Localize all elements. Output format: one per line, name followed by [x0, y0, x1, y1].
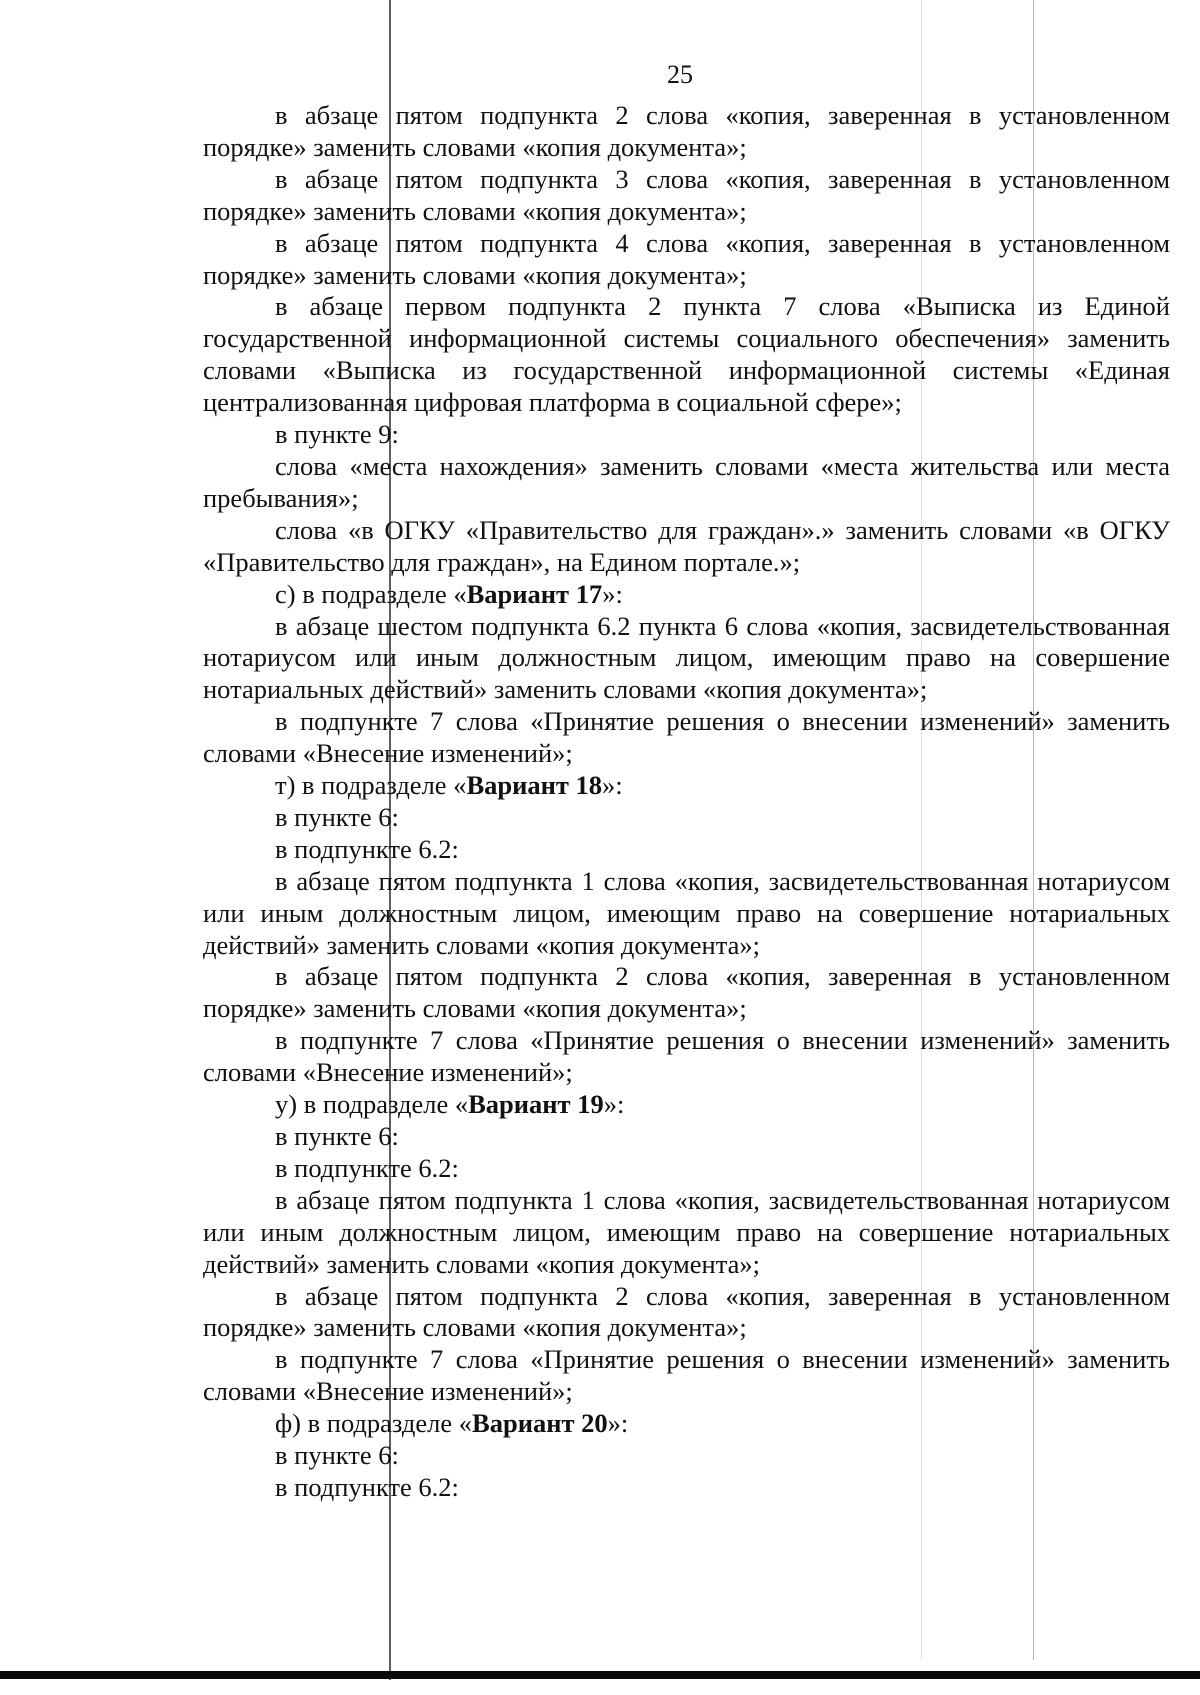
- paragraph: в абзаце пятом подпункта 4 слова «копия, заверенная в установленном порядке» заменить словами «копия документа»;: [203, 227, 1170, 290]
- paragraph: в пункте 6:: [275, 1121, 399, 1151]
- section-heading: т) в подразделе «Вариант 18»:: [275, 770, 623, 801]
- paragraph: в пункте 6:: [275, 801, 399, 832]
- paragraph: в пункте 9:: [275, 419, 399, 450]
- paragraph: в абзаце пятом подпункта 2 слова «копия, заверенная в установленном порядке» заменить словами «копия документа»;: [203, 1280, 1170, 1343]
- paragraph: в подпункте 7 слова «Принятие решения о внесении изменений» заменить словами «Внесение изменений»;: [203, 1344, 1170, 1407]
- paragraph: в абзаце пятом подпункта 2 слова «копия, заверенная в установленном порядке» заменить словами «копия документа»;: [203, 100, 1170, 162]
- page-bottom-border: [0, 1671, 1200, 1679]
- section-heading: у) в подразделе «Вариант 19»:: [275, 1089, 625, 1120]
- paragraph: в подпункте 6.2:: [275, 1152, 459, 1183]
- paragraph: в абзаце пятом подпункта 1 слова «копия, засвидетельствованная нотариусом или иным должностным лицом, имеющим право на совершение нотариальных действий» заменить словами «копия документа»;: [203, 1184, 1170, 1279]
- paragraph: в абзаце пятом подпункта 3 слова «копия, заверенная в установленном порядке» заменить словами «копия документа»;: [203, 163, 1170, 226]
- paragraph: в абзаце первом подпункта 2 пункта 7 слова «Выписка из Единой государственной информационной системы социального обеспечения» заменить словами «Выписка из государственной информационной системы «Единая централизованная цифровая платформа в социальной сфере»;: [203, 291, 1170, 418]
- paragraph: в абзаце пятом подпункта 2 слова «копия, заверенная в установленном порядке» заменить словами «копия документа»;: [203, 961, 1170, 1024]
- section-heading: ф) в подразделе «Вариант 20»:: [275, 1408, 629, 1439]
- paragraph: в подпункте 7 слова «Принятие решения о внесении изменений» заменить словами «Внесение изменений»;: [203, 706, 1170, 769]
- section-heading: с) в подразделе «Вариант 17»:: [275, 578, 623, 609]
- paragraph: в пункте 6:: [275, 1440, 399, 1471]
- paragraph: в абзаце шестом подпункта 6.2 пункта 6 слова «копия, засвидетельствованная нотариусом или иным должностным лицом, имеющим право на совершение нотариальных действий» заменить словами «копия документа»;: [203, 610, 1170, 705]
- page-number: 25: [667, 60, 693, 89]
- paragraph: в подпункте 6.2:: [275, 1471, 459, 1502]
- document-body: [203, 100, 1170, 1504]
- paragraph: в подпункте 7 слова «Принятие решения о внесении изменений» заменить словами «Внесение изменений»;: [203, 1025, 1170, 1088]
- paragraph: в абзаце пятом подпункта 1 слова «копия, засвидетельствованная нотариусом или иным должностным лицом, имеющим право на совершение нотариальных действий» заменить словами «копия документа»;: [203, 865, 1170, 960]
- paragraph: слова «места нахождения» заменить словами «места жительства или места пребывания»;: [203, 450, 1170, 513]
- paragraph: в подпункте 6.2:: [275, 833, 459, 864]
- paragraph: слова «в ОГКУ «Правительство для граждан».» заменить словами «в ОГКУ «Правительство для граждан», на Едином портале.»;: [203, 514, 1170, 577]
